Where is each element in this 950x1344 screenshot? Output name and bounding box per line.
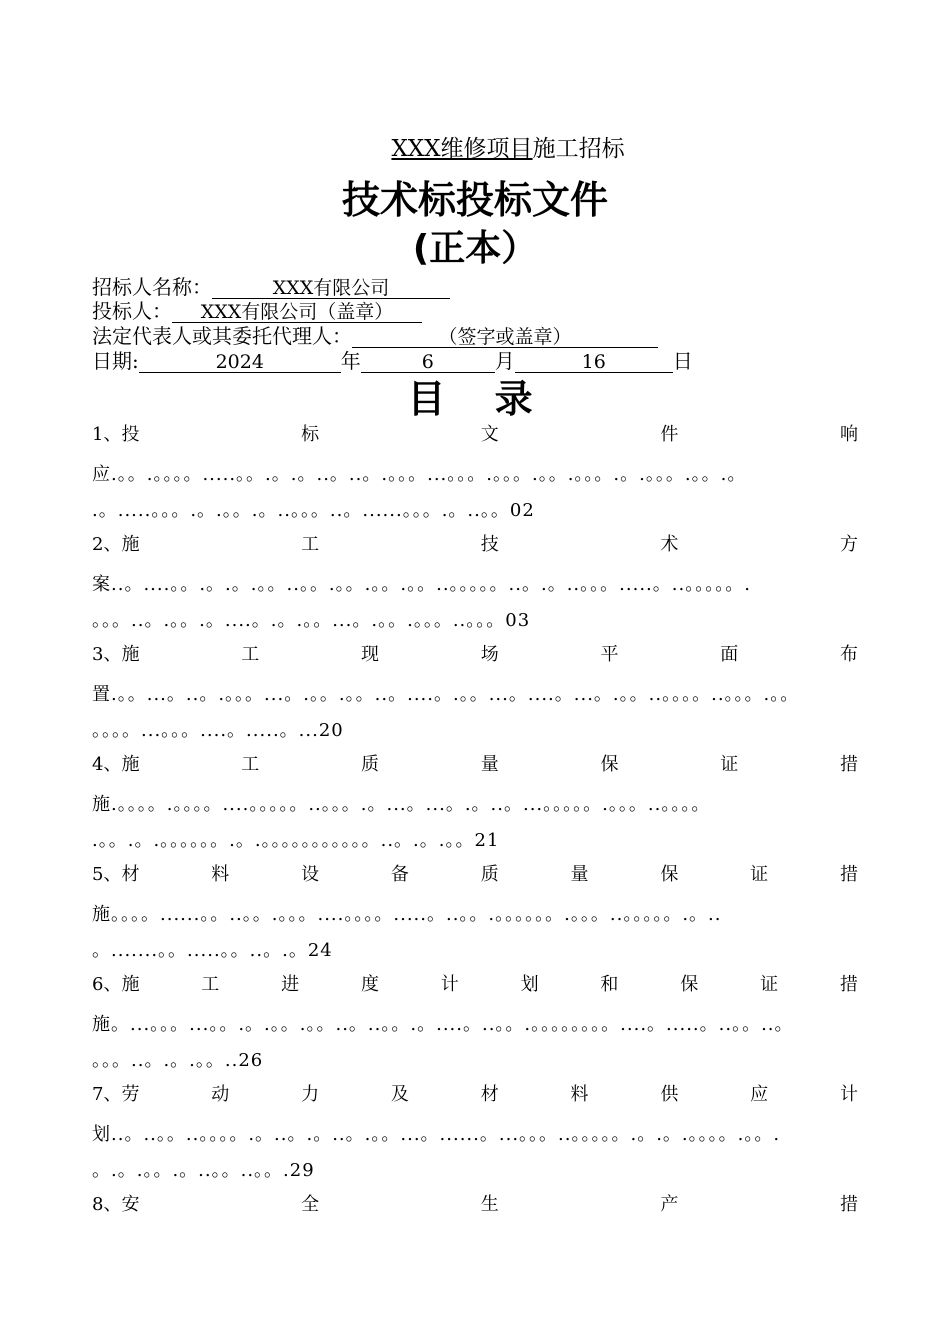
toc-entry-heading <box>92 1080 858 1110</box>
toc-heading-char: 措 <box>839 1194 858 1215</box>
representative-label: 法定代表人或其委托代理人： <box>92 324 352 348</box>
toc-heading-char: 术 <box>660 534 679 555</box>
toc-page-line: 。.。.。。.。..。。..。。.29 <box>92 1160 315 1181</box>
toc-heading-char: 料 <box>570 1084 589 1105</box>
toc-heading-char: 5、材 <box>92 864 140 885</box>
toc-page-line: .。.....。。。.。.。。.。..。。。..。......。。。.。..。。02 <box>92 500 535 521</box>
toc-heading-char: 全 <box>301 1194 320 1215</box>
toc-entry-heading <box>92 640 858 670</box>
toc-heading-char: 3、施 <box>92 644 140 665</box>
toc-heading-char: 技 <box>480 534 499 555</box>
toc-heading-char: 场 <box>480 644 499 665</box>
toc-entry[interactable] <box>92 420 858 530</box>
toc-heading-char: 质 <box>480 864 499 885</box>
day-unit: 日 <box>672 349 693 373</box>
document-edition: (正本） <box>412 228 538 269</box>
bidder-label: 投标人： <box>92 299 172 323</box>
toc-heading-char: 量 <box>480 754 499 775</box>
toc-page-line: 。。。..。.。.。。..26 <box>92 1050 264 1071</box>
toc-leader-line: 案..。....。。.。.。.。。..。。.。。.。。.。。..。。。。。..。.。..。。。.....。..。。。。。. <box>92 574 751 595</box>
toc-entry-heading <box>92 860 858 890</box>
toc-heading-char: 划 <box>520 974 539 995</box>
toc-entry[interactable] <box>92 1080 858 1190</box>
date-row <box>92 349 693 373</box>
toc-leader-line: 应.。。.。。。。.....。。.。.。..。..。.。。。...。。。.。。。.。。.。。。.。.。。。.。。.。 <box>92 464 747 485</box>
toc-heading-char: 供 <box>660 1084 679 1105</box>
toc-heading-char: 度 <box>360 974 379 995</box>
toc-heading-char: 动 <box>211 1084 230 1105</box>
toc-page-line: .。。.。.。。。。。。.。.。。。。。。。。。。。..。.。.。。21 <box>92 830 500 851</box>
toc-leader-line: 施.。。。。.。。。。....。。。。。..。。。.。...。...。.。..。...。。。。。.。。。..。。。。 <box>92 794 711 815</box>
toc-page-line: 。。。。...。。。....。.....。...20 <box>92 720 344 741</box>
toc-heading-char: 料 <box>211 864 230 885</box>
toc-heading-char: 备 <box>390 864 409 885</box>
bidder-value: XXX有限公司（盖章） <box>172 302 422 323</box>
toc-entry[interactable] <box>92 750 858 860</box>
toc-leader-line: 置.。。...。..。.。。。...。.。。.。。..。....。.。。...。....。...。.。。..。。。。..。。。.。。 <box>92 684 800 705</box>
date-month: 6 <box>361 352 495 373</box>
toc-heading-char: 证 <box>750 864 769 885</box>
toc-heading-char: 措 <box>839 974 858 995</box>
toc-heading-char: 质 <box>360 754 379 775</box>
representative-row <box>92 324 658 348</box>
toc-heading-char: 计 <box>440 974 459 995</box>
toc-entry-heading <box>92 970 858 1000</box>
date-label: 日期: <box>92 349 139 373</box>
toc-heading-char: 进 <box>281 974 300 995</box>
project-name: XXX维修项目 <box>391 136 533 162</box>
toc-heading-char: 保 <box>660 864 679 885</box>
toc-heading-char: 设 <box>301 864 320 885</box>
toc-heading-char: 措 <box>839 864 858 885</box>
toc-heading-char: 面 <box>720 644 739 665</box>
toc-heading-char: 力 <box>301 1084 320 1105</box>
toc-heading-char: 保 <box>680 974 699 995</box>
toc-heading-char: 2、施 <box>92 534 140 555</box>
toc-heading-char: 产 <box>660 1194 679 1215</box>
toc-heading-char: 和 <box>600 974 619 995</box>
toc-heading-char: 4、施 <box>92 754 140 775</box>
toc-heading-char: 生 <box>480 1194 499 1215</box>
subtitle-rest: 施工招标 <box>532 136 625 162</box>
year-unit: 年 <box>340 349 361 373</box>
toc-entry-heading <box>92 1190 858 1220</box>
table-of-contents <box>92 420 858 1300</box>
toc-leader-line: 施。...。。。...。。.。.。。.。。..。..。。.。....。..。。.。。。。。。。。....。.....。..。。..。 <box>92 1014 794 1035</box>
toc-page-line: 。。。..。.。。.。....。.。.。。...。.。。.。。。..。。。03 <box>92 610 531 631</box>
toc-leader-line: 划..。..。。..。。。。.。..。.。..。.。。...。......。...。。。..。。。。。.。.。.。。。。.。。. <box>92 1124 781 1145</box>
document-title: 技术标投标文件 <box>341 178 608 222</box>
toc-heading-char: 布 <box>839 644 858 665</box>
project-subtitle <box>0 134 950 164</box>
tenderer-value: XXX有限公司 <box>212 278 450 299</box>
bidder-row <box>92 299 422 323</box>
toc-heading-char: 证 <box>760 974 779 995</box>
toc-entry-heading <box>92 420 858 450</box>
date-year: 2024 <box>139 352 341 373</box>
toc-heading-char: 证 <box>720 754 739 775</box>
toc-entry[interactable] <box>92 640 858 750</box>
toc-entry-heading <box>92 750 858 780</box>
toc-heading-char: 6、施 <box>92 974 140 995</box>
toc-heading-char: 工 <box>301 534 320 555</box>
toc-heading-char: 件 <box>660 424 679 445</box>
toc-heading-char: 计 <box>839 1084 858 1105</box>
toc-heading-char: 及 <box>390 1084 409 1105</box>
toc-heading-char: 文 <box>480 424 499 445</box>
toc-entry[interactable] <box>92 530 858 640</box>
tenderer-row <box>92 275 450 299</box>
toc-leader-line: 施。。。。......。。..。。.。。。....。。。。.....。..。。.。。。。。。.。。。..。。。。。.。.. <box>92 904 722 925</box>
toc-heading-char: 标 <box>301 424 320 445</box>
toc-heading-char: 措 <box>839 754 858 775</box>
toc-title: 目 录 <box>407 377 551 421</box>
toc-heading-char: 8、安 <box>92 1194 140 1215</box>
toc-heading-char: 现 <box>360 644 379 665</box>
month-unit: 月 <box>494 349 515 373</box>
toc-heading-char: 保 <box>600 754 619 775</box>
toc-heading-char: 材 <box>480 1084 499 1105</box>
toc-heading-char: 响 <box>839 424 858 445</box>
toc-page-line: 。.......。。.....。。..。.。24 <box>92 940 333 961</box>
toc-heading-char: 平 <box>600 644 619 665</box>
toc-entry-heading <box>92 530 858 560</box>
toc-heading-char: 工 <box>241 754 260 775</box>
representative-value: （签字或盖章） <box>352 327 658 348</box>
toc-entry[interactable] <box>92 970 858 1080</box>
tenderer-label: 招标人名称： <box>92 275 212 299</box>
toc-entry[interactable] <box>92 860 858 970</box>
date-day: 16 <box>515 352 673 373</box>
toc-entry[interactable] <box>92 1190 858 1300</box>
toc-heading-char: 7、劳 <box>92 1084 140 1105</box>
toc-heading-char: 量 <box>570 864 589 885</box>
toc-heading-char: 方 <box>839 534 858 555</box>
toc-heading-char: 1、投 <box>92 424 140 445</box>
toc-heading-char: 工 <box>201 974 220 995</box>
toc-heading-char: 应 <box>750 1084 769 1105</box>
toc-heading-char: 工 <box>241 644 260 665</box>
